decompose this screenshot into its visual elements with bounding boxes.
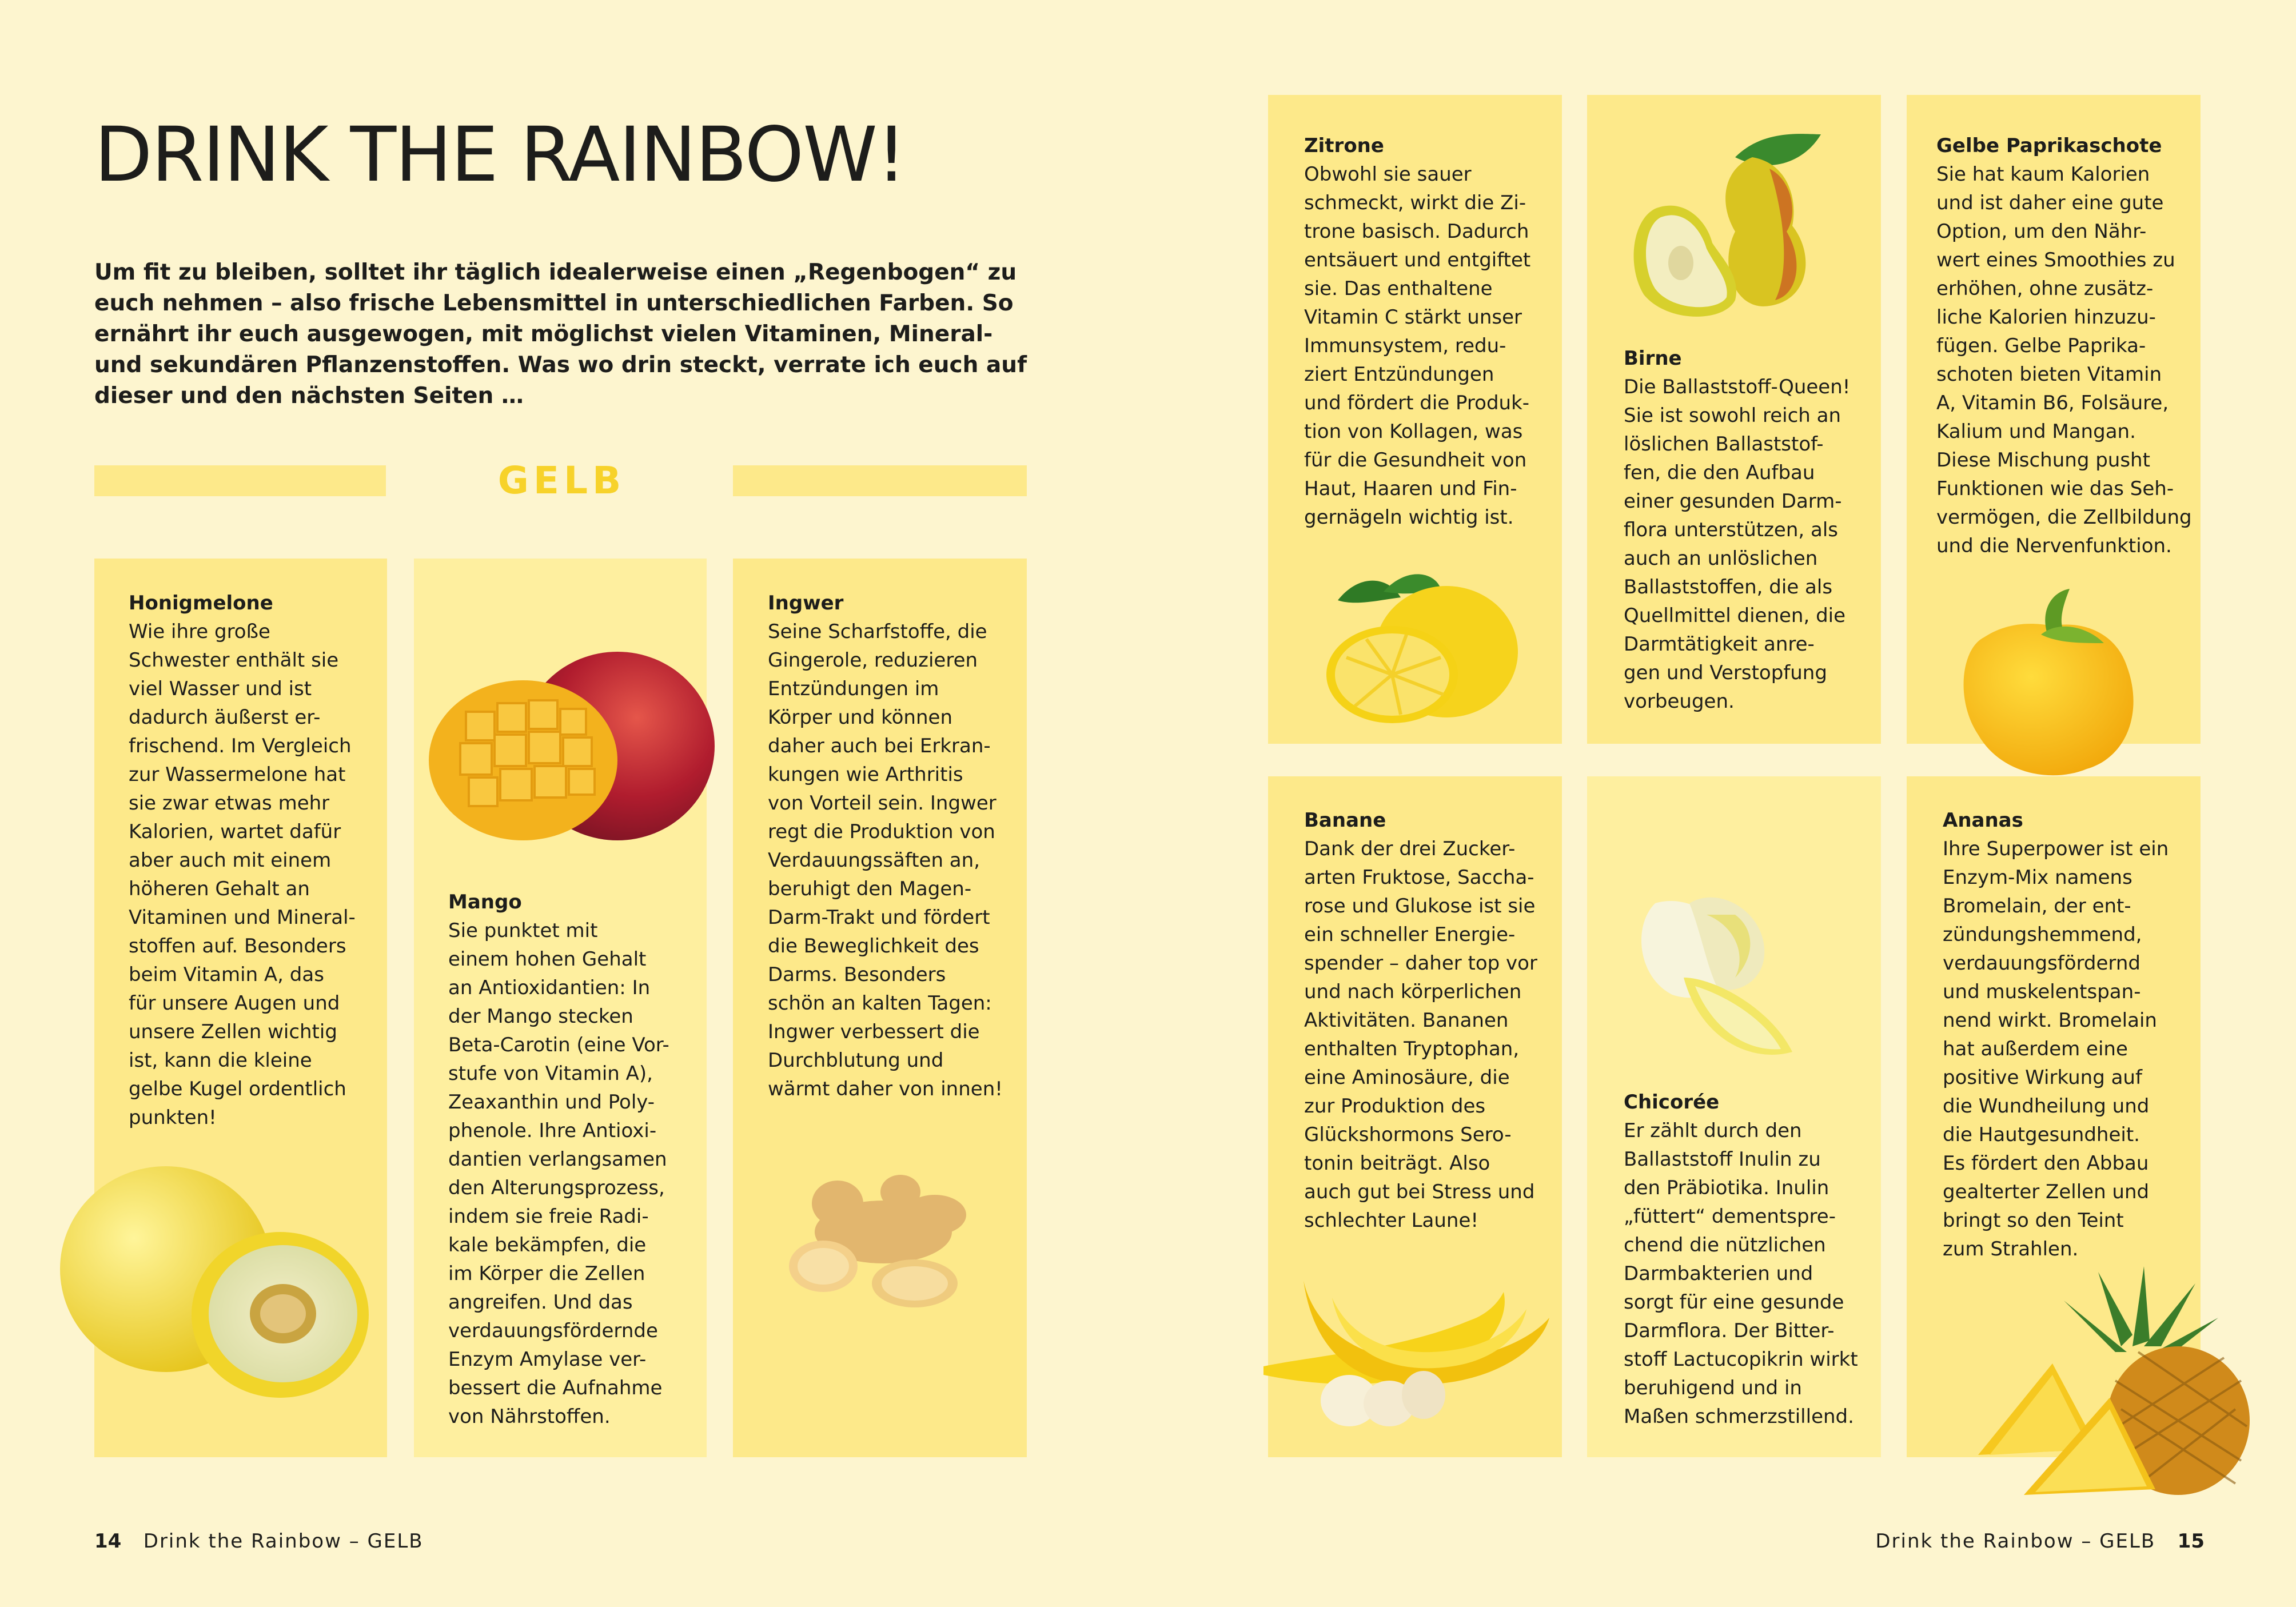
page-number-left: 14 <box>94 1530 122 1553</box>
fruit-name: Banane <box>1304 809 1386 832</box>
fruit-description: Wie ihre große Schwester enthält sie viel Wasser und ist dadurch äußerst er- frischend. Im Vergleich zur Wassermelone hat sie zwar etwas mehr Kalorien, wartet dafür aber auch mit einem höheren Gehalt an Vitaminen und Mineral- stoffen auf. Besonders beim Vitamin A, das für unsere Augen und unsere Zellen wichtig ist, kann die kleine gelbe Kugel ordentlich punkten! <box>129 620 356 1129</box>
fruit-name: Ingwer <box>768 592 844 615</box>
pear-icon <box>1621 117 1827 329</box>
mango-icon <box>426 649 718 849</box>
fruit-description: Seine Scharfstoffe, die Gingerole, reduzieren Entzündungen im Körper und können daher auch bei Erkran- kungen wie Arthritis von Vorteil sein. Ingwer regt die Produktion von Verdauungssäften an, beruhigt den Magen- Darm-Trakt und fördert die Beweglichkeit des Darms. Besonders schön an kalten Tagen: Ingwer verbessert die Durchblutung und wärmt daher von innen! <box>768 620 1003 1100</box>
section-label: GELB <box>497 458 626 503</box>
chicory-icon <box>1621 880 1809 1069</box>
page-title: DRINK THE RAINBOW! <box>94 111 906 199</box>
yellow-pepper-icon <box>1955 586 2150 786</box>
fruit-name: Chicorée <box>1624 1091 1720 1114</box>
fruit-name: Gelbe Paprikaschote <box>1936 134 2162 157</box>
text-zitrone <box>1304 131 1558 532</box>
fruit-name: Ananas <box>1943 809 2023 832</box>
ginger-icon <box>775 1169 980 1318</box>
footer-right <box>1875 1530 2205 1553</box>
fruit-description: Obwohl sie sauer schmeckt, wirkt die Zi- trone basisch. Dadurch entsäuert und entgiftet sie. Das enthaltene Vitamin C stärkt unser Immunsystem, redu- ziert Entzündungen und fördert die Produk- tion von Kollagen, was für die Gesundheit von Haut, Haaren und Fin- gernägeln wichtig ist. <box>1304 163 1531 529</box>
fruit-description: Ihre Superpower ist ein Enzym-Mix namens Bromelain, der ent- zündungshemmend, verdauungsfördernd und muskelentspan- nend wirkt. Bromelain hat außerdem eine positive Wirkung auf die Wundheilung und die Hautgesundheit. Es fördert den Abbau gealterter Zellen und bringt so den Teint zum Strahlen. <box>1943 838 2169 1261</box>
fruit-description: Die Ballaststoff-Queen! Sie ist sowohl reich an löslichen Ballaststof- fen, die den Aufbau einer gesunden Darm- flora unterstützen, als auch an unlöslichen Ballaststoffen, die als Quellmittel dienen, die Darmtätigkeit anre- gen und Verstopfung vorbeugen. <box>1624 376 1851 713</box>
footer-left-text: Drink the Rainbow – GELB <box>143 1530 424 1553</box>
fruit-description: Er zählt durch den Ballaststoff Inulin zu den Präbiotika. Inulin „füttert“ dementspre- chend die nützlichen Darmbakterien und sorgt für eine gesunde Darmflora. Der Bitter- stoff Lactucopikrin wirkt beruhigend und in Maßen schmerzstillend. <box>1624 1119 1858 1428</box>
text-paprika <box>1936 131 2199 560</box>
text-birne <box>1624 344 1878 716</box>
text-ingwer <box>768 589 1025 1103</box>
lemon-icon <box>1315 566 1521 732</box>
intro-paragraph: Um fit zu bleiben, solltet ihr täglich idealerweise einen „Regenbogen“ zu euch nehmen – also frische Lebensmittel in unterschiedlichen Farben. So ernährt ihr euch ausgewogen, mit möglichst vielen Vitaminen, Mineral- und sekundären Pflanzenstoffen. Was wo drin steckt, verrate ich euch auf dieser und den nächsten Seiten … <box>94 260 1027 409</box>
honeydew-melon-icon <box>57 1161 377 1401</box>
pineapple-icon <box>1967 1266 2253 1501</box>
fruit-name: Mango <box>448 891 522 914</box>
fruit-description: Sie hat kaum Kalorien und ist daher eine gute Option, um den Nähr- wert eines Smoothies zu erhöhen, ohne zusätz- liche Kalorien hinzuzu- fügen. Gelbe Paprika- schoten bieten Vitamin A, Vitamin B6, Folsäure, Kalium und Mangan. Diese Mischung pusht Funktionen wie das Seh- vermögen, die Zellbildung und die Nervenfunktion. <box>1936 163 2192 557</box>
fruit-description: Sie punktet mit einem hohen Gehalt an Antioxidantien: In der Mango stecken Beta-Carotin (eine Vor- stufe von Vitamin A), Zeaxanthin und Poly- phenole. Ihre Antioxi- dantien verlangsamen den Alterungsprozess, indem sie freie Radi- kale bekämpfen, die im Körper die Zellen angreifen. Und das verdauungsfördernde Enzym Amylase ver- bessert die Aufnahme von Nährstoffen. <box>448 919 669 1428</box>
footer-right-text: Drink the Rainbow – GELB <box>1875 1530 2156 1553</box>
footer-left <box>94 1530 424 1553</box>
banana-icon <box>1252 1263 1561 1435</box>
section-bar-left <box>94 465 386 496</box>
fruit-name: Honigmelone <box>129 592 273 615</box>
page-number-right: 15 <box>2177 1530 2205 1553</box>
fruit-name: Zitrone <box>1304 134 1384 157</box>
text-honigmelone <box>129 589 380 1132</box>
text-mango <box>448 888 700 1431</box>
text-chicoree <box>1624 1088 1878 1431</box>
text-ananas <box>1943 806 2197 1263</box>
fruit-description: Dank der drei Zucker- arten Fruktose, Saccha- rose und Glukose ist sie ein schneller Energie- spender – daher top vor und nach körperlichen Aktivitäten. Bananen enthalten Tryptophan, eine Aminosäure, die zur Produktion des Glückshormons Sero- tonin beiträgt. Also auch gut bei Stress und schlechter Laune! <box>1304 838 1537 1232</box>
text-banane <box>1304 806 1561 1235</box>
fruit-name: Birne <box>1624 347 1682 370</box>
section-bar-right <box>733 465 1027 496</box>
